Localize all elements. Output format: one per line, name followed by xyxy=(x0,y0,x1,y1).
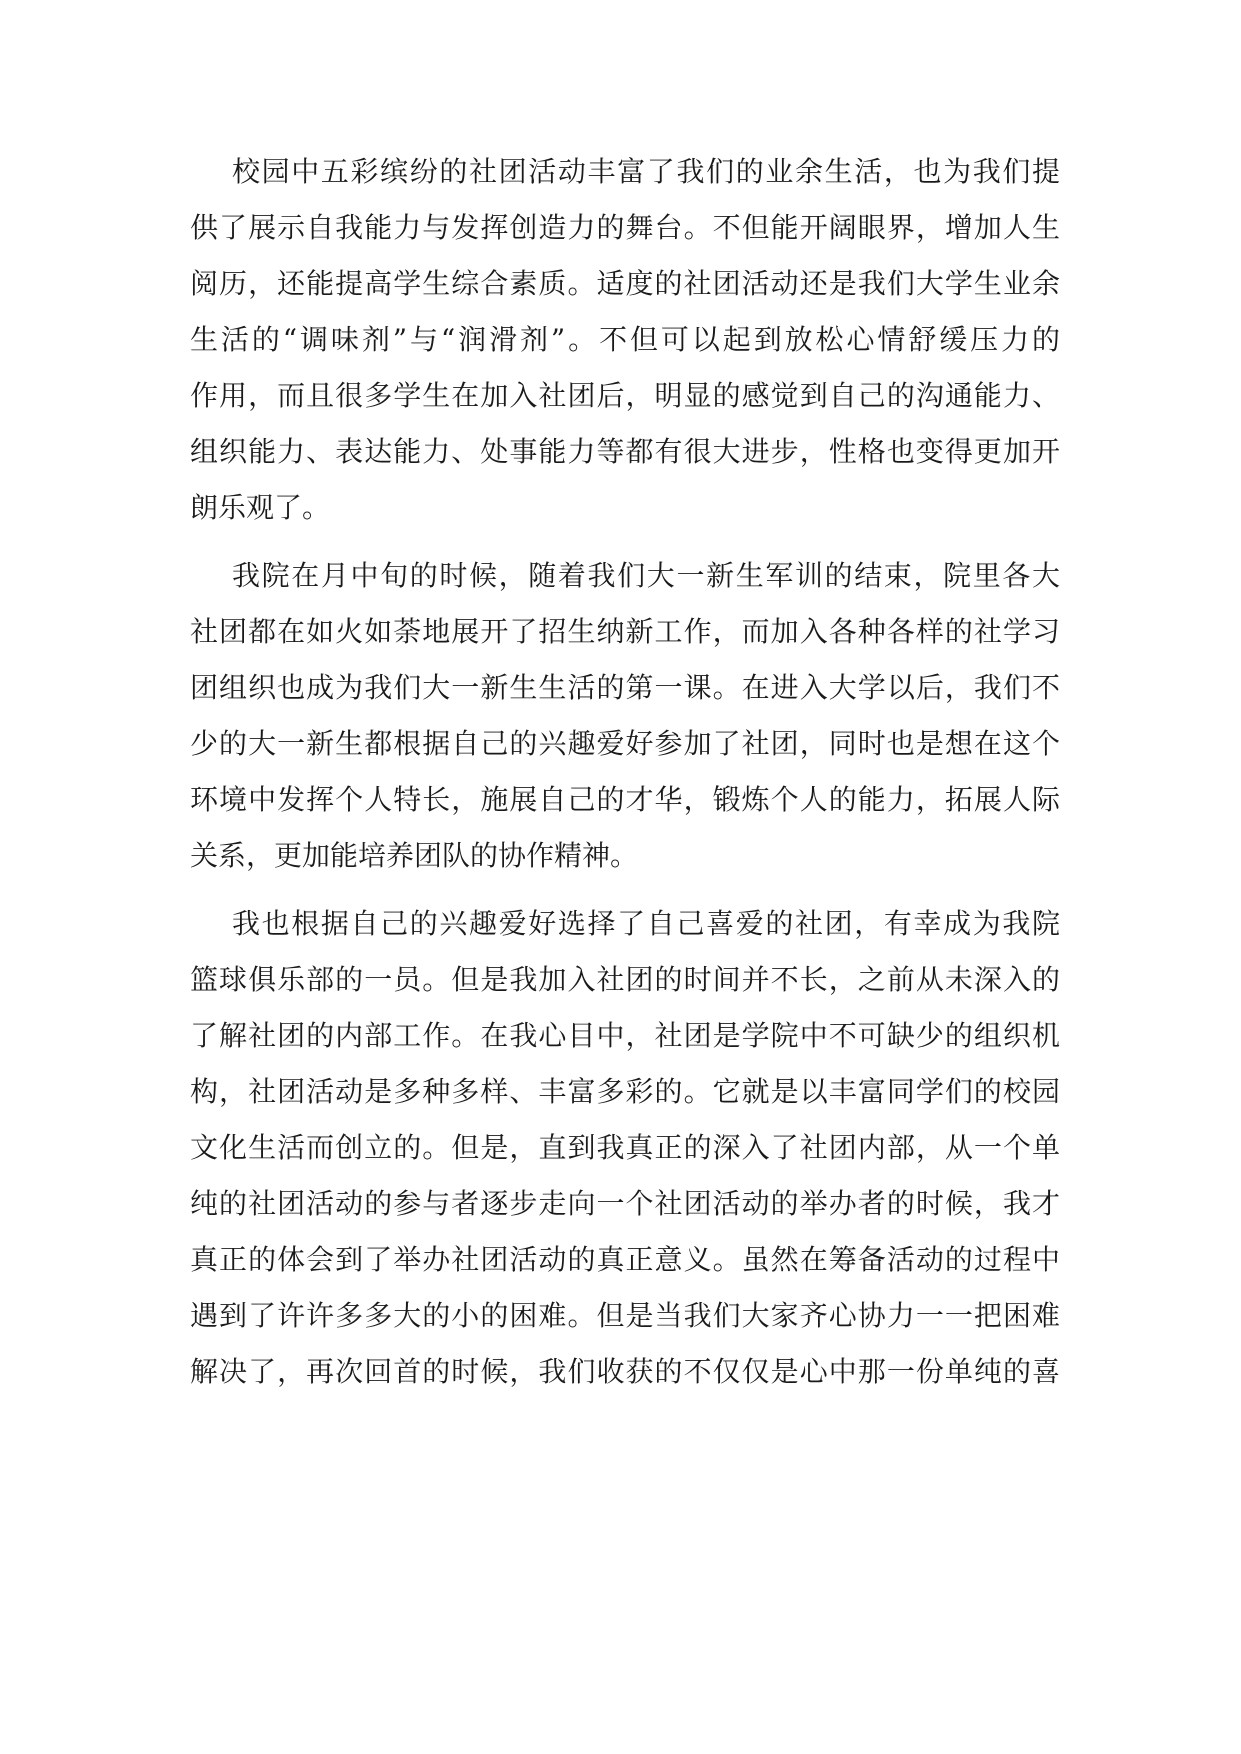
paragraph-3-line-8: 遇到了许许多多大的小的困难。但是当我们大家齐心协力一一把困难 xyxy=(190,1299,1060,1332)
paragraph-1-line-3: 阅历，还能提高学生综合素质。适度的社团活动还是我们大学生业余 xyxy=(190,267,1060,300)
paragraph-3-line-4: 构，社团活动是多种多样、丰富多彩的。它就是以丰富同学们的校园 xyxy=(190,1075,1060,1108)
paragraph-1-line-4: 生活的“调味剂”与“润滑剂”。不但可以起到放松心情舒缓压力的 xyxy=(190,323,1060,356)
paragraph-2-line-6: 关系，更加能培养团队的协作精神。 xyxy=(190,839,639,872)
paragraph-3-line-1: 我也根据自己的兴趣爱好选择了自己喜爱的社团，有幸成为我院 xyxy=(232,907,1060,940)
paragraph-1-line-7: 朗乐观了。 xyxy=(190,491,331,524)
paragraph-2-line-3: 团组织也成为我们大一新生生活的第一课。在进入大学以后，我们不 xyxy=(190,671,1060,704)
paragraph-2-line-5: 环境中发挥个人特长，施展自己的才华，锻炼个人的能力，拓展人际 xyxy=(190,783,1060,816)
paragraph-3-line-6: 纯的社团活动的参与者逐步走向一个社团活动的举办者的时候，我才 xyxy=(190,1187,1060,1220)
paragraph-2-line-1: 我院在月中旬的时候，随着我们大一新生军训的结束，院里各大 xyxy=(232,559,1060,592)
paragraph-3-line-9: 解决了，再次回首的时候，我们收获的不仅仅是心中那一份单纯的喜 xyxy=(190,1355,1060,1388)
paragraph-1-line-6: 组织能力、表达能力、处事能力等都有很大进步，性格也变得更加开 xyxy=(190,435,1060,468)
paragraph-3-line-5: 文化生活而创立的。但是，直到我真正的深入了社团内部，从一个单 xyxy=(190,1131,1060,1164)
paragraph-1-line-5: 作用，而且很多学生在加入社团后，明显的感觉到自己的沟通能力、 xyxy=(190,379,1060,412)
paragraph-3-line-3: 了解社团的内部工作。在我心目中，社团是学院中不可缺少的组织机 xyxy=(190,1019,1060,1052)
paragraph-3-line-7: 真正的体会到了举办社团活动的真正意义。虽然在筹备活动的过程中 xyxy=(190,1243,1060,1276)
paragraph-2-line-2: 社团都在如火如荼地展开了招生纳新工作，而加入各种各样的社学习 xyxy=(190,615,1060,648)
paragraph-1-line-1: 校园中五彩缤纷的社团活动丰富了我们的业余生活，也为我们提 xyxy=(232,155,1060,188)
paragraph-2-line-4: 少的大一新生都根据自己的兴趣爱好参加了社团，同时也是想在这个 xyxy=(190,727,1060,760)
paragraph-1-line-2: 供了展示自我能力与发挥创造力的舞台。不但能开阔眼界，增加人生 xyxy=(190,211,1060,244)
paragraph-3-line-2: 篮球俱乐部的一员。但是我加入社团的时间并不长，之前从未深入的 xyxy=(190,963,1060,996)
